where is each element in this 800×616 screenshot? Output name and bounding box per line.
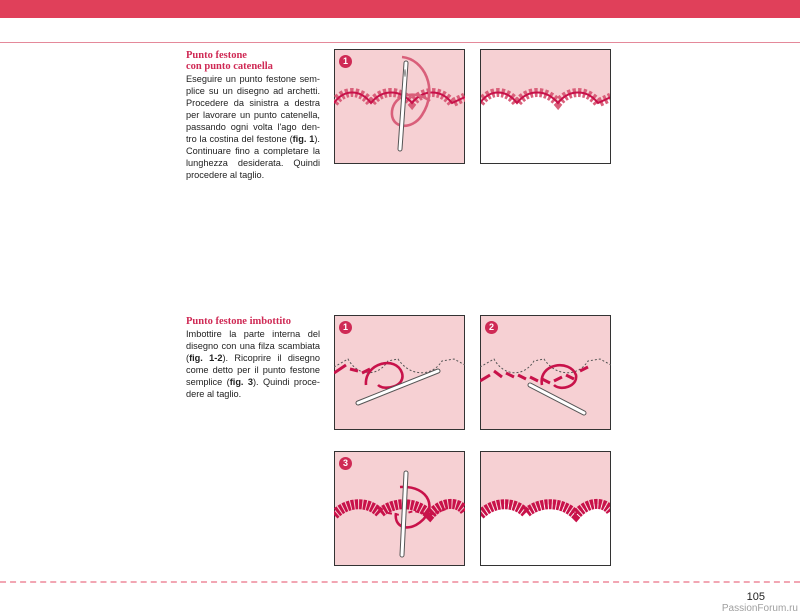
section-body-text: Eseguire un punto festone sem- plice su un disegno ad archetti. Procedere da sinistra a destra per lavorare un punto catenella, passando ogni volta l'ago den- tro la costina del festone (fig. 1). Continuare fino a completare la lunghezza desiderata. Quindi procedere al taglio. xyxy=(186,74,320,180)
figure-illustration xyxy=(334,315,465,430)
figure-reference: fig. 1-2 xyxy=(189,353,223,363)
figure-illustration xyxy=(480,451,611,566)
title-line-2: con punto catenella xyxy=(186,61,273,72)
title-line-1: Punto festone xyxy=(186,50,247,61)
figure-imbottito-result xyxy=(480,451,611,566)
figure-reference: fig. 3 xyxy=(229,377,253,387)
watermark-text: PassionForum.ru xyxy=(721,603,798,614)
section-punto-festone-imbottito xyxy=(186,316,320,400)
footer-rule xyxy=(0,581,800,583)
figure-number-badge: 1 xyxy=(339,321,352,334)
header-band xyxy=(0,0,800,18)
figure-imbottito-step-3 xyxy=(334,451,465,566)
figure-reference: fig. 1 xyxy=(292,134,315,144)
figure-illustration xyxy=(480,315,611,430)
figure-imbottito-step-1 xyxy=(334,315,465,430)
figure-catenella-step-1 xyxy=(334,49,465,164)
figure-number-badge: 2 xyxy=(485,321,498,334)
section-title: Punto festone imbottito xyxy=(186,316,291,327)
header-rule xyxy=(0,42,800,43)
section-title xyxy=(186,50,320,72)
figure-imbottito-step-2 xyxy=(480,315,611,430)
figure-number-badge: 3 xyxy=(339,457,352,470)
section-body-text: Imbottire la parte interna del disegno con una filza scambiata (fig. 1-2). Ricoprire il disegno come detto per il punto festone semplice (fig. 3). Quindi proce- dere al taglio. xyxy=(186,329,321,399)
figure-illustration xyxy=(480,49,611,164)
page-number: 105 xyxy=(746,591,765,603)
figure-catenella-result xyxy=(480,49,611,164)
figure-number-badge: 1 xyxy=(339,55,352,68)
figure-illustration xyxy=(334,49,465,164)
figure-illustration xyxy=(334,451,465,566)
section-punto-festone-catenella xyxy=(186,50,320,181)
